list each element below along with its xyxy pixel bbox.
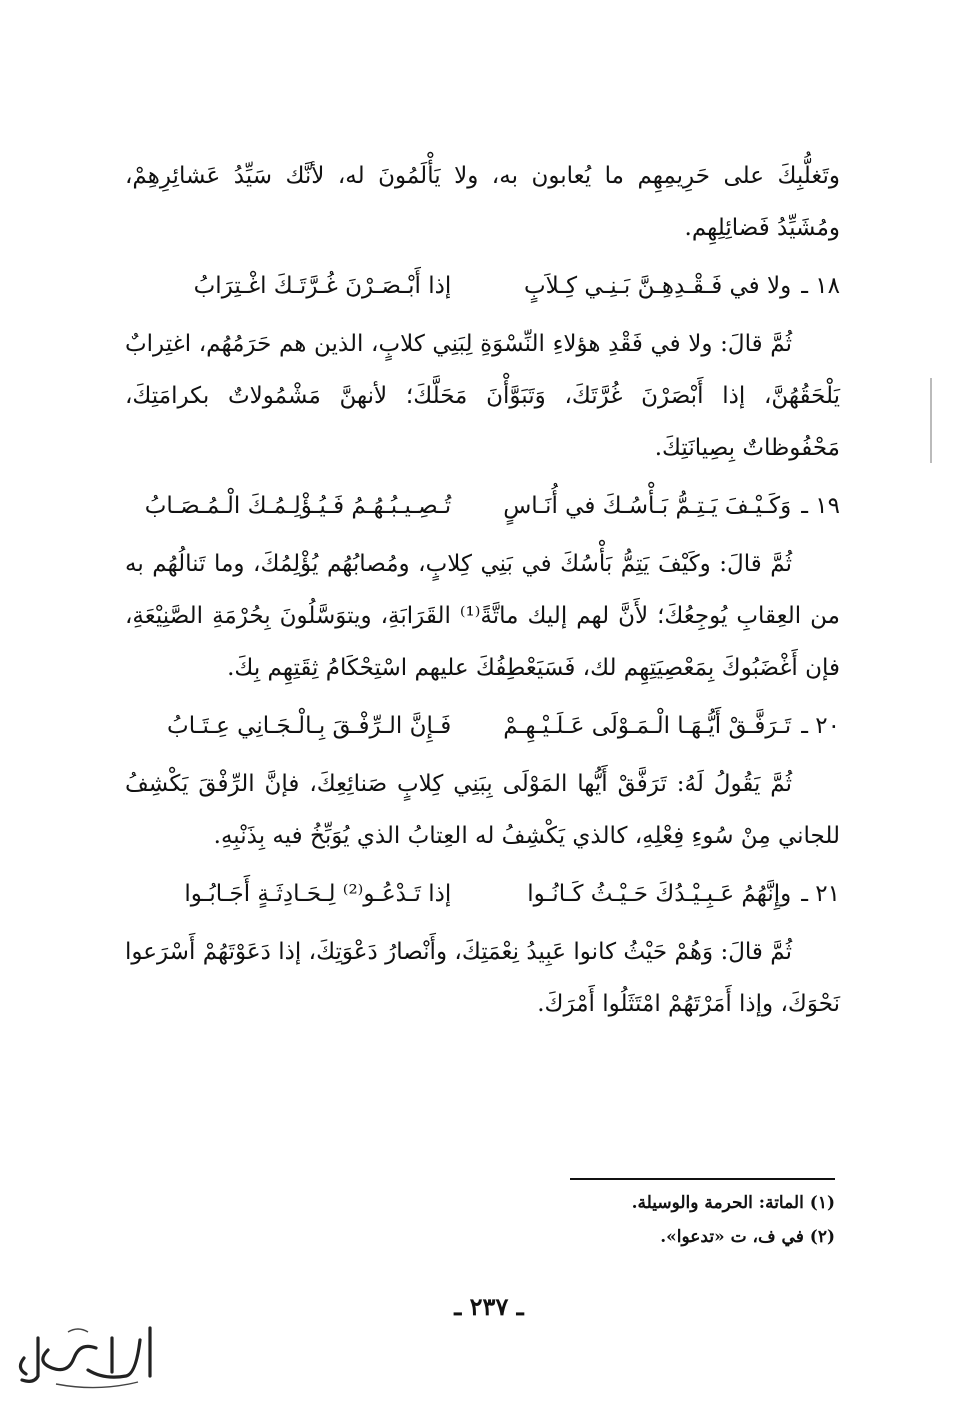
verse-second-hemistich: فَـإِنَّ الـرِّفْـقَ بِـالْـجَـانِي عِـتَـابُ (167, 713, 452, 739)
verse-21 (125, 868, 840, 920)
verse-number: ٢٠ ـ (801, 713, 840, 739)
footnote-2: (٢) في ف، ت «تدعوا». (660, 1227, 835, 1247)
verse-20 (125, 700, 840, 752)
commentary-19: ثُمَّ قالَ: وكَيْفَ يَتِمُّ بَأْسُكَ في بَنِي كِلابٍ، ومُصابُهُم يُؤْلِمُكَ، وما تَنالُهُم به من العِقابِ يُوجِعُكَ؛ لأَنَّ لهم إليك ماتَّةً⁽¹⁾ القَرَابَةِ، ويتوَسَّلُونَ بِحُرْمَةِ الصَّنِيْعَةِ، فإن أَغْضَبُوكَ بِمَعْصِيَتِهِم لك، فَسَيَعْطِفُكَ عليهم اسْتِحْكَامُ ثِقَتِهِم بِكَ. (125, 551, 840, 681)
commentary-20: ثُمَّ يَقُولُ لَهُ: تَرَفَّقْ أَيُّها المَوْلَى بِبَنِي كِلابٍ صَنائِعِكَ، فإنَّ الرِّفْقَ يَكْشِفُ للجاني مِنْ سُوءِ فِعْلِهِ، كالذي يَكْشِفُ له العِتابُ الذي يُوَبِّخُ فيه بِذَنْبِهِ. (125, 771, 840, 849)
footnote-1: (١) الماتة: الحرمة والوسيلة. (631, 1193, 835, 1213)
commentary-18: ثُمَّ قالَ: ولا في فَقْدِ هؤلاءِ النِّسْوَةِ لِبَنِي كلابٍ، الذين هم حَرَمُهُم، اغتِرابٌ يَلْحَقُهُنَّ، إذا أَبْصَرْنَ غُرَّتَكَ، وَتَبَوَّأْنَ مَحَلَّكَ؛ لأنهنَّ مَشْمُولاتٌ بكرامَتِكَ، مَحْفُوظاتٌ بِصِيانَتِكَ. (125, 331, 840, 461)
verse-number: ١٩ ـ (801, 493, 840, 519)
verse-first-hemistich: ولا في فَـقْـدِهِـنَّ بَـنِـي كِـلاَبٍ (523, 273, 792, 299)
verse-second-hemistich: تُـصِـيـبُـهُـمُ فَـيُـؤْلِـمُـكَ الْـمُـصَـابُ (144, 493, 452, 519)
verse-19 (125, 480, 840, 532)
verse-second-hemistich: إذا تَـدْعُـو⁽²⁾ لِـحَـادِثَـةٍ أَجَـابُـوا (184, 881, 452, 907)
calligraphy-logo-icon (8, 1318, 158, 1398)
commentary-21: ثُمَّ قالَ: وَهُمْ حَيْثُ كانوا عَبِيدُ نِعْمَتِكَ، وأَنْصارُ دَعْوَتِكَ، إذا دَعَوْتَهُمْ أَسْرَعوا نَحْوَكَ، وإذا أَمَرْتَهُمْ امْتَثَلُوا أَمْرَكَ. (125, 939, 840, 1017)
margin-mark (930, 378, 932, 463)
paragraph-1: وتَغلُّبِكَ على حَرِيمِهِم ما يُعابون به، ولا يَأْلَمُونَ له، لأنَّك سَيِّدُ عَشائِرِهِمْ، ومُشَيِّدُ فَضائِلِهِم. (125, 163, 840, 241)
verse-first-hemistich: وإِنَّهُمُ عَـبِـيْـدُكَ حَـيْـثُ كَـانُـوا (527, 881, 792, 907)
verse-18 (125, 260, 840, 312)
footnote-separator (570, 1178, 835, 1180)
main-text (125, 150, 840, 1030)
footnotes (500, 1186, 835, 1254)
verse-first-hemistich: وَكَـيْـفَ يَـتِـمُّ بَـأْسُـكَ في أُنَـاسٍ (503, 493, 792, 519)
verse-number: ٢١ ـ (801, 881, 840, 907)
verse-number: ١٨ ـ (801, 273, 840, 299)
verse-second-hemistich: إذا أَبْـصَـرْنَ غُـرَّتَـكَ اغْـتِرَابُ (193, 273, 452, 299)
page-number: ـ ٢٣٧ ـ (454, 1292, 524, 1321)
verse-first-hemistich: تَـرَفَّـقْ أَيُّـهَـا الْـمَـوْلَى عَـلَـيْـهِـمْ (503, 713, 792, 739)
